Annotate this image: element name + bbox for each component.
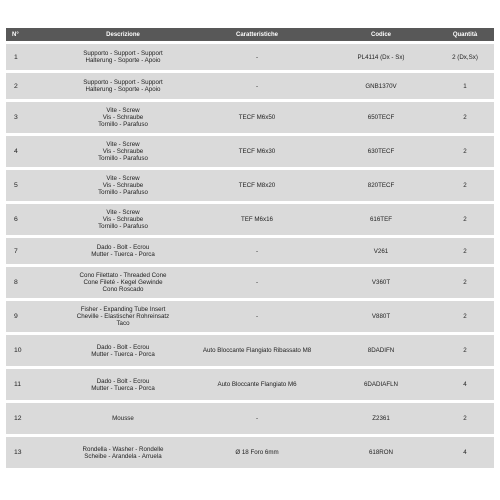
row-code: 650TECF [326, 102, 436, 133]
row-quantity: 2 [436, 267, 494, 298]
row-number: 12 [6, 403, 58, 434]
row-quantity: 2 [436, 335, 494, 366]
row-number: 5 [6, 170, 58, 201]
table-row [6, 44, 494, 70]
row-description: Supporto - Support - Support Halterung - Soporte - Apoio [58, 73, 188, 99]
row-description: Vite - Screw Vis - Schraube Tornillo - Parafuso [58, 102, 188, 133]
row-description: Vite - Screw Vis - Schraube Tornillo - Parafuso [58, 136, 188, 167]
header-description: Descrizione [58, 28, 188, 41]
table-row [6, 170, 494, 201]
row-characteristics: TECF M6x30 [188, 136, 326, 167]
row-characteristics: Auto Bloccante Flangiato M6 [188, 369, 326, 400]
row-characteristics: - [188, 238, 326, 264]
header-number: N° [6, 28, 58, 41]
row-description: Vite - Screw Vis - Schraube Tornillo - Parafuso [58, 204, 188, 235]
row-characteristics: TECF M8x20 [188, 170, 326, 201]
row-characteristics: TECF M6x50 [188, 102, 326, 133]
row-characteristics: - [188, 403, 326, 434]
row-quantity: 2 [436, 403, 494, 434]
row-description: Supporto - Support - Support Halterung - Soporte - Apoio [58, 44, 188, 70]
row-code: 820TECF [326, 170, 436, 201]
table-row [6, 204, 494, 235]
row-number: 1 [6, 44, 58, 70]
table-row [6, 136, 494, 167]
row-quantity: 2 [436, 170, 494, 201]
table-row [6, 437, 494, 468]
table-row [6, 73, 494, 99]
row-number: 2 [6, 73, 58, 99]
row-number: 13 [6, 437, 58, 468]
row-quantity: 2 [436, 204, 494, 235]
row-code: 630TECF [326, 136, 436, 167]
row-code: PL4114 (Dx - Sx) [326, 44, 436, 70]
row-characteristics: - [188, 73, 326, 99]
header-row [6, 28, 494, 41]
row-quantity: 4 [436, 369, 494, 400]
row-quantity: 2 [436, 136, 494, 167]
row-description: Dado - Bolt - Ecrou Mutter - Tuerca - Porca [58, 335, 188, 366]
table-row [6, 301, 494, 332]
row-number: 7 [6, 238, 58, 264]
row-number: 6 [6, 204, 58, 235]
row-number: 8 [6, 267, 58, 298]
header-code: Codice [326, 28, 436, 41]
row-code: 6DADIAFLN [326, 369, 436, 400]
table-row [6, 267, 494, 298]
row-quantity: 4 [436, 437, 494, 468]
row-description: Mousse [58, 403, 188, 434]
row-description: Rondella - Washer - Rondelle Scheibe - Arandela - Arruela [58, 437, 188, 468]
row-code: 616TEF [326, 204, 436, 235]
row-characteristics: Ø 18 Foro 6mm [188, 437, 326, 468]
table-header [6, 28, 494, 41]
row-code: 618RON [326, 437, 436, 468]
parts-table-container [6, 25, 494, 471]
parts-table [6, 25, 494, 471]
row-description: Cono Filettato - Threaded Cone Cone Fileté - Kegel Gewinde Cono Roscado [58, 267, 188, 298]
row-code: Z2361 [326, 403, 436, 434]
table-body [6, 44, 494, 468]
table-row [6, 369, 494, 400]
row-quantity: 1 [436, 73, 494, 99]
row-description: Dado - Bolt - Ecrou Mutter - Tuerca - Porca [58, 369, 188, 400]
row-number: 3 [6, 102, 58, 133]
header-quantity: Quantità [436, 28, 494, 41]
row-quantity: 2 [436, 102, 494, 133]
row-characteristics: Auto Bloccante Flangiato Ribassato M8 [188, 335, 326, 366]
table-row [6, 403, 494, 434]
row-code: 8DADIFN [326, 335, 436, 366]
row-description: Vite - Screw Vis - Schraube Tornillo - Parafuso [58, 170, 188, 201]
row-characteristics: TEF M6x16 [188, 204, 326, 235]
table-row [6, 335, 494, 366]
row-quantity: 2 (Dx,Sx) [436, 44, 494, 70]
row-number: 4 [6, 136, 58, 167]
row-code: V261 [326, 238, 436, 264]
table-row [6, 102, 494, 133]
table-row [6, 238, 494, 264]
row-number: 10 [6, 335, 58, 366]
header-characteristics: Caratteristiche [188, 28, 326, 41]
row-number: 9 [6, 301, 58, 332]
row-quantity: 2 [436, 238, 494, 264]
row-characteristics: - [188, 267, 326, 298]
row-number: 11 [6, 369, 58, 400]
row-characteristics: - [188, 44, 326, 70]
row-description: Fisher - Expanding Tube Insert Cheville - Elastischer Rohreinsatz Taco [58, 301, 188, 332]
row-code: V360T [326, 267, 436, 298]
row-characteristics: - [188, 301, 326, 332]
row-code: V880T [326, 301, 436, 332]
row-quantity: 2 [436, 301, 494, 332]
row-description: Dado - Bolt - Ecrou Mutter - Tuerca - Porca [58, 238, 188, 264]
row-code: GNB1370V [326, 73, 436, 99]
